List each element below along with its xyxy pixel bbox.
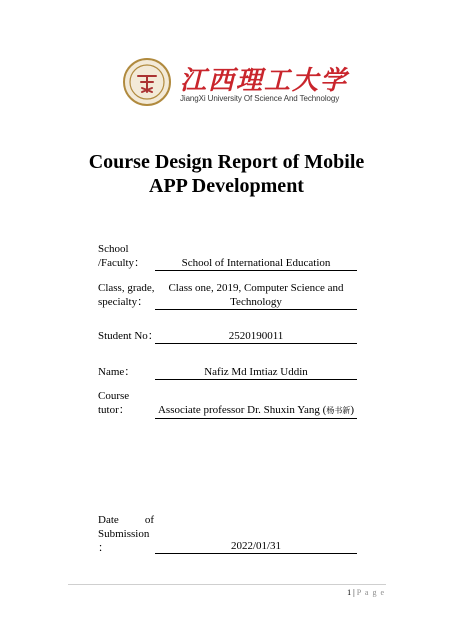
submission-date-label (98, 513, 154, 555)
class-value-line2: Technology (230, 296, 282, 308)
class-value-line1: Class one, 2019, Computer Science and (168, 282, 344, 294)
footer-separator: | (353, 588, 355, 597)
report-title-line2: APP Development (149, 175, 304, 197)
date-label-word1: Date (98, 514, 119, 526)
submission-date-value: 2022/01/31 (155, 539, 357, 554)
school-label-line2: /Faculty： (98, 257, 146, 269)
tutor-label-line2: tutor： (98, 404, 130, 416)
report-title (40, 150, 413, 198)
tutor-name-close: ) (350, 404, 355, 416)
university-name-english: JiangXi University Of Science And Technology (180, 94, 340, 103)
student-no-value: 2520190011 (155, 329, 357, 344)
name-value: Nafiz Md Imtiaz Uddin (155, 365, 357, 380)
school-faculty-value: School of International Education (155, 256, 357, 271)
school-label-line1: School (98, 243, 129, 255)
page-number: 1 (347, 588, 352, 597)
university-name-chinese: 江西理工大学 (180, 66, 349, 96)
class-label-line1: Class, grade, (98, 282, 155, 294)
date-label-word2: of (144, 514, 154, 526)
date-label-line2: Submission (98, 528, 150, 540)
page-word: P a g e (356, 588, 385, 597)
class-value (155, 281, 357, 310)
class-label (98, 281, 155, 309)
school-faculty-label (98, 242, 145, 270)
report-title-line1: Course Design Report of Mobile (88, 151, 365, 173)
university-logo (123, 58, 349, 110)
name-label: Name： (98, 366, 136, 378)
university-seal-icon (123, 58, 171, 106)
tutor-name-text: Associate professor Dr. Shuxin Yang ( (157, 404, 327, 416)
course-tutor-value (155, 403, 357, 419)
page-footer (347, 588, 385, 597)
course-tutor-label (98, 389, 130, 417)
date-label-line3: ： (98, 542, 109, 554)
tutor-label-line1: Course (98, 390, 130, 402)
tutor-name-chinese: 杨书新 (326, 406, 351, 415)
class-label-line2: specialty： (98, 296, 149, 308)
student-no-label: Student No： (98, 330, 159, 342)
footer-divider (68, 584, 386, 585)
